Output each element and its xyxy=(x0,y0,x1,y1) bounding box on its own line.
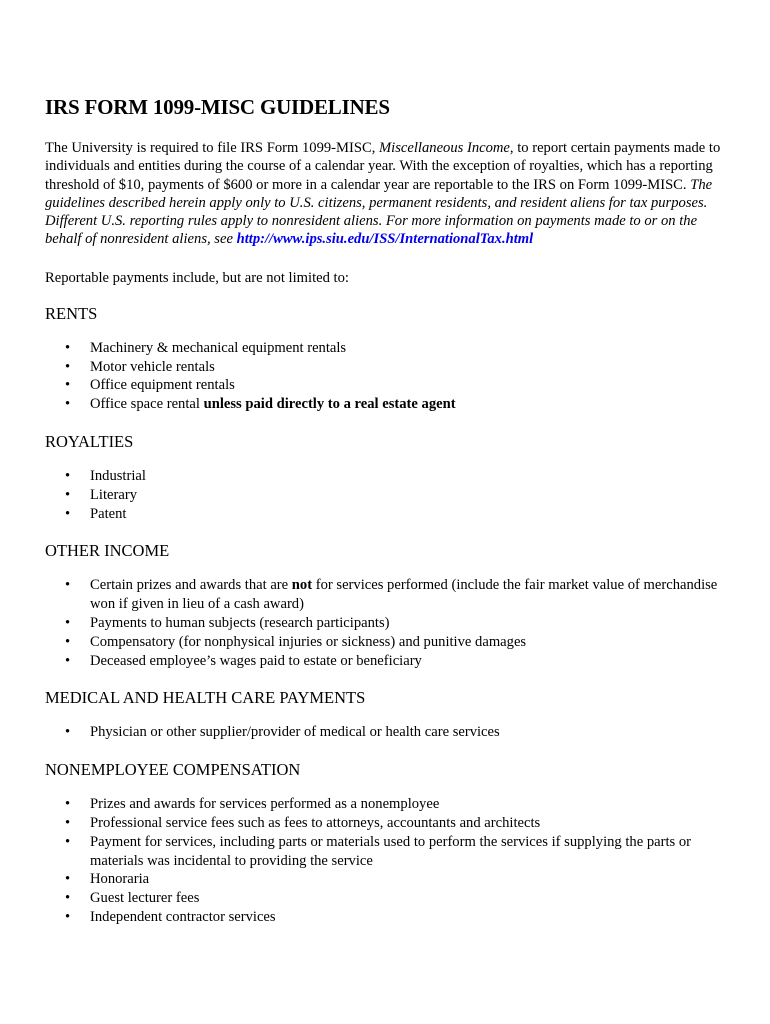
list-item: • Independent contractor services xyxy=(65,908,276,925)
bullet-icon: • xyxy=(65,871,71,888)
other-income-heading: OTHER INCOME xyxy=(45,541,170,561)
bullet-icon: • xyxy=(65,652,71,669)
list-item: • Literary xyxy=(65,486,137,503)
rents-list xyxy=(45,339,735,414)
page-title: IRS FORM 1099-MISC GUIDELINES xyxy=(45,95,390,119)
form-name: Miscellaneous Income xyxy=(379,140,510,156)
bullet-icon: • xyxy=(65,467,71,484)
international-tax-link[interactable]: http://www.ips.siu.edu/ISS/InternationalTax.html xyxy=(236,231,534,248)
nonemployee-list xyxy=(45,795,735,927)
list-item: • Guest lecturer fees xyxy=(65,890,200,907)
bullet-icon: • xyxy=(65,577,71,594)
bullet-icon: • xyxy=(65,890,71,907)
bullet-icon: • xyxy=(65,486,71,503)
lead-text: Reportable payments include, but are not limited to: xyxy=(45,269,349,286)
list-item: • Professional service fees such as fees to attorneys, accountants and architects xyxy=(65,814,541,831)
bullet-icon: • xyxy=(65,377,71,394)
intro-text-1: The University is required to file IRS Form 1099-MISC, xyxy=(45,140,380,156)
bullet-icon: • xyxy=(65,814,71,831)
bullet-icon: • xyxy=(65,833,71,850)
list-item: • Motor vehicle rentals xyxy=(65,358,215,375)
bullet-icon: • xyxy=(65,396,71,413)
royalties-heading: ROYALTIES xyxy=(45,431,134,451)
bullet-icon: • xyxy=(65,633,71,650)
list-item: • Prizes and awards for services performed as a nonemployee xyxy=(65,796,440,813)
bullet-icon: • xyxy=(65,358,71,375)
rents-heading: RENTS xyxy=(45,303,98,323)
list-item: • Office space rental unless paid directly to a real estate agent xyxy=(65,396,456,413)
nonemployee-heading: NONEMPLOYEE COMPENSATION xyxy=(45,760,301,780)
list-item: • Office equipment rentals xyxy=(65,377,235,394)
list-item: • Payment for services, including parts or materials used to perform the services if supplying the parts or materials was incidental to providing the service xyxy=(65,833,692,869)
bullet-icon: • xyxy=(65,796,71,813)
other-income-list xyxy=(45,576,735,670)
intro-text-2: , to report certain payments made to individuals and entities during the course of a calendar year. With the exception of royalties, which has a reporting threshold of $10, payments of $600 or more in a calendar year are reportable to the IRS on Form 1099-MISC. xyxy=(45,140,721,193)
list-item: • Patent xyxy=(65,505,127,522)
list-item: • Physician or other supplier/provider of medical or health care services xyxy=(65,724,500,741)
medical-list xyxy=(45,723,735,742)
document-page xyxy=(45,94,735,945)
list-item: • Machinery & mechanical equipment rentals xyxy=(65,339,347,356)
bullet-icon: • xyxy=(65,614,71,631)
medical-heading: MEDICAL AND HEALTH CARE PAYMENTS xyxy=(45,688,366,708)
bullet-icon: • xyxy=(65,908,71,925)
intro-paragraph xyxy=(45,139,735,249)
list-item: • Certain prizes and awards that are not for services performed (include the fair market value of merchandise won if given in lieu of a cash award) xyxy=(65,577,718,613)
list-item: • Honoraria xyxy=(65,871,150,888)
list-item: • Industrial xyxy=(65,467,146,484)
bullet-icon: • xyxy=(65,505,71,522)
royalties-list xyxy=(45,467,735,523)
bullet-icon: • xyxy=(65,339,71,356)
intro-italic-note: The guidelines described herein apply only to U.S. citizens, permanent residents, and resident aliens for tax purposes. Different U.S. reporting rules apply to nonresident aliens. For more information on payments made to or on the behalf of nonresident aliens, see xyxy=(45,176,713,248)
list-item: • Deceased employee’s wages paid to estate or beneficiary xyxy=(65,652,422,669)
list-item: • Compensatory (for nonphysical injuries or sickness) and punitive damages xyxy=(65,633,527,650)
list-item: • Payments to human subjects (research participants) xyxy=(65,614,390,631)
bullet-icon: • xyxy=(65,724,71,741)
